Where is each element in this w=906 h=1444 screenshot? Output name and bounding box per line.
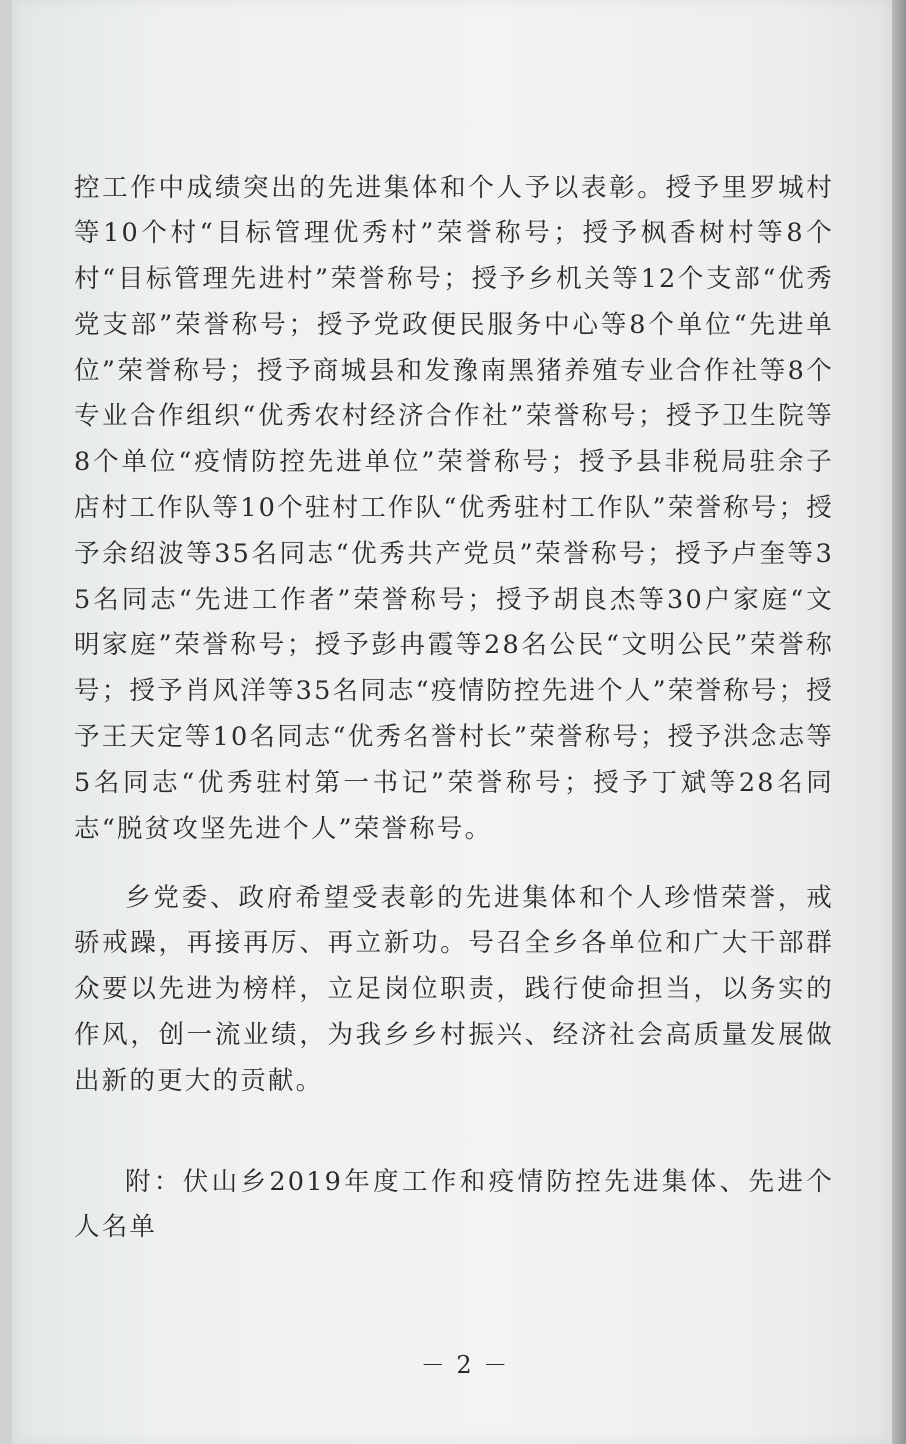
document-page [12, 0, 892, 1444]
closing-paragraph: 乡党委、政府希望受表彰的先进集体和个人珍惜荣誉，戒骄戒躁，再接再厉、再立新功。号召全乡各单位和广大干部群众要以先进为榜样，立足岗位职责，践行使命担当，以务实的作风，创一流业绩，为我乡乡村振兴、经济社会高质量发展做出新的更大的贡献。 [74, 882, 834, 1096]
scan-edge-shadow [892, 0, 906, 1444]
attachment-note: 附：伏山乡2019年度工作和疫情防控先进集体、先进个人名单 [74, 1166, 834, 1243]
commendation-paragraph: 控工作中成绩突出的先进集体和个人予以表彰。授予里罗城村等10个村“目标管理优秀村”荣誉称号；授予枫香树村等8个村“目标管理先进村”荣誉称号；授予乡机关等12个支部“优秀党支部”荣誉称号；授予党政便民服务中心等8个单位“先进单位”荣誉称号；授予商城县和发豫南黑猪养殖专业合作社等8个专业合作组织“优秀农村经济合作社”荣誉称号；授予卫生院等8个单位“疫情防控先进单位”荣誉称号；授予县非税局驻余子店村工作队等10个驻村工作队“优秀驻村工作队”荣誉称号；授予余绍波等35名同志“优秀共产党员”荣誉称号；授予卢奎等35名同志“先进工作者”荣誉称号；授予胡良杰等30户家庭“文明家庭”荣誉称号；授予彭冉霞等28名公民“文明公民”荣誉称号；授予肖风洋等35名同志“疫情防控先进个人”荣誉称号；授予王天定等10名同志“优秀名誉村长”荣誉称号；授予洪念志等5名同志“优秀驻村第一书记”荣誉称号；授予丁斌等28名同志“脱贫攻坚先进个人”荣誉称号。 [74, 172, 834, 844]
page-number: － 2 － [420, 1351, 510, 1379]
